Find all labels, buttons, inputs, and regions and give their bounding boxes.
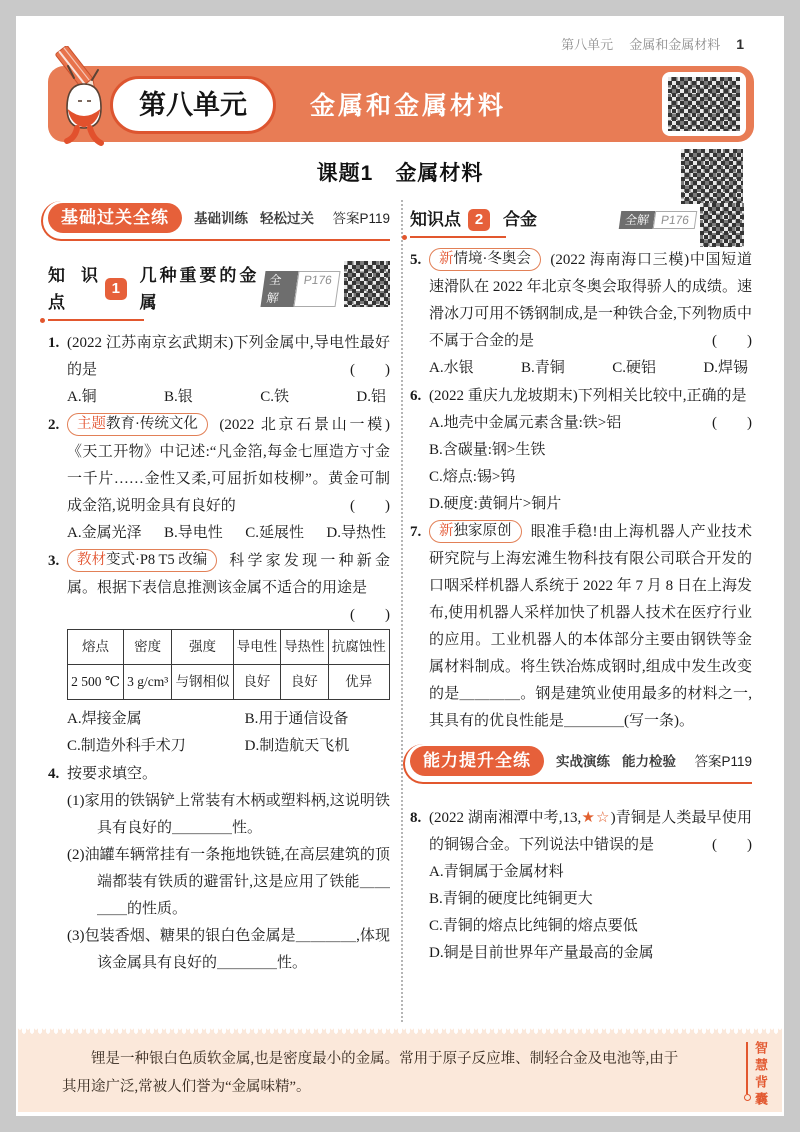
question-stem: )青铜是人类最早使用的铜锡合金。下列说法中错误的是: [429, 810, 752, 853]
qr-code-icon: [681, 149, 743, 204]
workbook-page: [16, 16, 784, 1116]
cell-corrosion-resistance: 优异: [328, 665, 390, 700]
question-number: 1.: [48, 335, 60, 351]
running-head: [561, 34, 744, 53]
options-row: [429, 355, 752, 382]
options-row: [67, 384, 390, 411]
kp1-underline: [48, 319, 144, 321]
tag-highlight: 新: [439, 523, 454, 539]
knowledge-point-2: [410, 206, 752, 233]
question-tag: [429, 520, 522, 543]
wisdom-pouch-label: 智慧背囊: [753, 1041, 768, 1109]
section-basic-header: [48, 202, 390, 244]
section-advanced-tag1: 实战演练: [556, 753, 610, 769]
options-row: [67, 520, 390, 547]
question-5: [410, 247, 752, 382]
section-basic-pill: 基础过关全练: [48, 203, 182, 233]
tag-highlight: 主题: [77, 416, 106, 432]
ref-label: 全解: [619, 211, 656, 229]
question-stem: (2022 北京石景山一模)《天工开物》中记述:“凡金箔,每金七厘造方寸金一千片……金性又柔,可屈折如枝柳”。黄金可制成金箔,说明金具有良好的: [67, 417, 390, 514]
fill-blank-part-3: (3)包装香烟、糖果的银白色金属是＿＿＿＿,体现该金属具有良好的＿＿＿＿性。: [67, 928, 390, 971]
kp2-label: 知识点: [410, 210, 461, 229]
wisdom-pouch-strip: [18, 1034, 782, 1112]
kp2-title: 合金: [503, 210, 537, 229]
answer-bracket: ( ): [712, 837, 752, 853]
running-head-unit: 第八单元: [561, 37, 614, 52]
option-d: D.铜是目前世界年产量最高的金属: [429, 945, 654, 961]
table-header-row: [68, 630, 390, 665]
section-advanced-header: [410, 745, 752, 787]
kp1-number-badge: 1: [105, 278, 127, 300]
question-3: [48, 548, 390, 760]
running-head-book: 金属和金属材料: [629, 37, 721, 52]
tag-highlight: 教材: [77, 552, 106, 568]
wisdom-pouch-text: 锂是一种银白色质软金属,也是密度最小的金属。常用于原子反应堆、制轻合金及电池等,由于其用途广泛,常被人们誉为“金属味精”。: [62, 1051, 679, 1095]
left-column: [48, 202, 390, 978]
option-c: C.延展性: [245, 525, 304, 541]
answer-bracket: ( ): [350, 498, 390, 514]
answer-bracket: ( ): [350, 607, 390, 623]
knowledge-point-1: [48, 262, 390, 316]
option-d: D.焊锡: [703, 360, 748, 376]
col-strength: 强度: [172, 630, 233, 665]
fill-blank-part-1: (1)家用的铁锅铲上常装有木柄或塑料柄,这说明铁具有良好的＿＿＿＿性。: [67, 793, 390, 836]
option-b: B.导电性: [164, 525, 223, 541]
option-a: A.铜: [67, 389, 97, 405]
option-b: B.青铜的硬度比纯铜更大: [429, 891, 593, 907]
section-advanced-tag2: 能力检验: [622, 753, 676, 769]
question-8: [410, 805, 752, 967]
cell-density: 3 g/cm³: [124, 665, 172, 700]
kp2-ref-badge: [619, 211, 698, 229]
tag-rest: 独家原创: [453, 523, 512, 539]
kp1-ref-badge: [261, 271, 341, 307]
tag-rest: 教育·传统文化: [106, 416, 198, 432]
question-number: 4.: [48, 766, 60, 782]
qr-code-icon: [668, 77, 740, 131]
section-basic-tag2: 轻松过关: [260, 210, 314, 226]
ref-page: P176: [653, 211, 698, 229]
page-number: 1: [736, 36, 744, 52]
option-c: C.青铜的熔点比纯铜的熔点要低: [429, 918, 638, 934]
question-tag: [67, 549, 217, 572]
option-c: C.制造外科手术刀: [67, 738, 186, 754]
kp1-title: 几种重要的金属: [139, 266, 257, 312]
difficulty-stars: ★☆: [581, 810, 611, 826]
col-corrosion-resistance: 抗腐蚀性: [328, 630, 390, 665]
option-a: A.金属光泽: [67, 525, 142, 541]
lesson-title: 课题1 金属材料: [316, 162, 484, 185]
option-b: B.用于通信设备: [244, 711, 349, 727]
unit-title: 金属和金属材料: [310, 92, 507, 120]
option-a: A.焊接金属: [67, 711, 142, 727]
mascot-pencil-icon: [48, 46, 120, 150]
question-7: [410, 519, 752, 735]
table-data-row: [68, 665, 390, 700]
unit-badge: 第八单元: [110, 76, 276, 134]
kp1-label: 知识点: [48, 266, 99, 312]
option-a: A.水银: [429, 360, 474, 376]
side-rule: [746, 1042, 748, 1094]
answer-bracket: ( ): [350, 362, 390, 378]
column-divider: [401, 200, 403, 1022]
ref-page: P176: [293, 271, 340, 307]
options-grid: [67, 706, 390, 760]
question-tag: [429, 248, 541, 271]
metal-properties-table: [67, 629, 390, 700]
option-c: C.熔点:锡>钨: [429, 469, 516, 485]
tag-rest: 情境·冬奥会: [453, 251, 531, 267]
question-tag: [67, 413, 208, 436]
col-conductivity: 导电性: [233, 630, 280, 665]
col-heat-conductivity: 导热性: [281, 630, 328, 665]
col-density: 密度: [124, 630, 172, 665]
answer-bracket: ( ): [712, 415, 752, 431]
question-stem: 按要求填空。: [67, 766, 158, 782]
unit-banner: [48, 66, 754, 142]
question-number: 8.: [410, 810, 422, 826]
kp2-underline: [410, 236, 506, 238]
option-d: D.铝: [356, 389, 386, 405]
tag-rest: 变式·P8 T5 改编: [106, 552, 208, 568]
cell-heat-conductivity: 良好: [281, 665, 328, 700]
question-stem: 科学家发现一种新金属。根据下表信息推测该金属不适合的用途是: [67, 553, 390, 596]
tag-highlight: 新: [439, 251, 454, 267]
question-stem: (2022 重庆九龙坡期末)下列相关比较中,正确的是: [429, 388, 747, 404]
option-b: B.青铜: [521, 360, 565, 376]
option-b: B.含碳量:钢>生铁: [429, 442, 546, 458]
cell-melting-point: 2 500 ℃: [68, 665, 124, 700]
cell-strength: 与钢相似: [172, 665, 233, 700]
question-number: 6.: [410, 388, 422, 404]
question-stem: (2022 江苏南京玄武期末)下列金属中,导电性最好的是: [67, 335, 390, 378]
fill-blank-part-2: (2)油罐车辆常挂有一条拖地铁链,在高层建筑的顶端都装有铁质的避雷针,这是应用了铁能＿＿＿＿的性质。: [67, 847, 390, 917]
option-d: D.制造航天飞机: [244, 738, 350, 754]
question-stem: (2022 海南海口三模)中国短道速滑队在 2022 年北京冬奥会取得骄人的成绩。速滑冰刀可用不锈钢制成,是一种铁合金,下列物质中不属于合金的是: [429, 252, 753, 349]
answer-bracket: ( ): [712, 333, 752, 349]
question-6: [410, 383, 752, 518]
kp2-number-badge: 2: [468, 209, 490, 231]
col-melting-point: 熔点: [68, 630, 124, 665]
question-1: [48, 330, 390, 411]
option-d: D.硬度:黄铜片>铜片: [429, 496, 562, 512]
question-stem: (2022 湖南湘潭中考,13,: [429, 810, 582, 826]
option-c: C.硬铝: [612, 360, 656, 376]
option-b: B.银: [164, 389, 193, 405]
option-a: A.地壳中金属元素含量:铁>铝: [429, 415, 622, 431]
question-number: 3.: [48, 553, 60, 569]
cell-conductivity: 良好: [233, 665, 280, 700]
question-number: 7.: [410, 524, 422, 540]
section-basic-tag1: 基础训练: [194, 210, 248, 226]
option-d: D.导热性: [326, 525, 386, 541]
ref-label: 全解: [261, 271, 299, 307]
question-4: [48, 761, 390, 977]
section-basic-answer-ref: 答案P119: [332, 210, 390, 226]
question-number: 5.: [410, 252, 422, 268]
section-advanced-pill: 能力提升全练: [410, 746, 544, 776]
question-number: 2.: [48, 417, 60, 433]
option-a: A.青铜属于金属材料: [429, 864, 564, 880]
section-advanced-answer-ref: 答案P119: [694, 753, 752, 769]
question-stem: 眼准手稳!由上海机器人产业技术研究院与上海宏滩生物科技有限公司联合开发的口咽采样机器人系统于 2022 年 7 月 8 日在上海发布,使用机器人采样加快了机器人技术在医疗行业的应用。工业机器人的本体部分主要由钢铁等金属材料制成。将生铁冶炼成钢时,组成中发生改变的是＿＿＿＿。钢是建筑业使用最多的材料之一,其具有的优良性能是＿＿＿＿(写一条)。: [429, 524, 752, 729]
question-2: [48, 412, 390, 547]
right-column: [410, 202, 752, 968]
zigzag-edge: [18, 1026, 782, 1034]
banner-qr-patch: [662, 72, 746, 136]
option-c: C.铁: [260, 389, 289, 405]
